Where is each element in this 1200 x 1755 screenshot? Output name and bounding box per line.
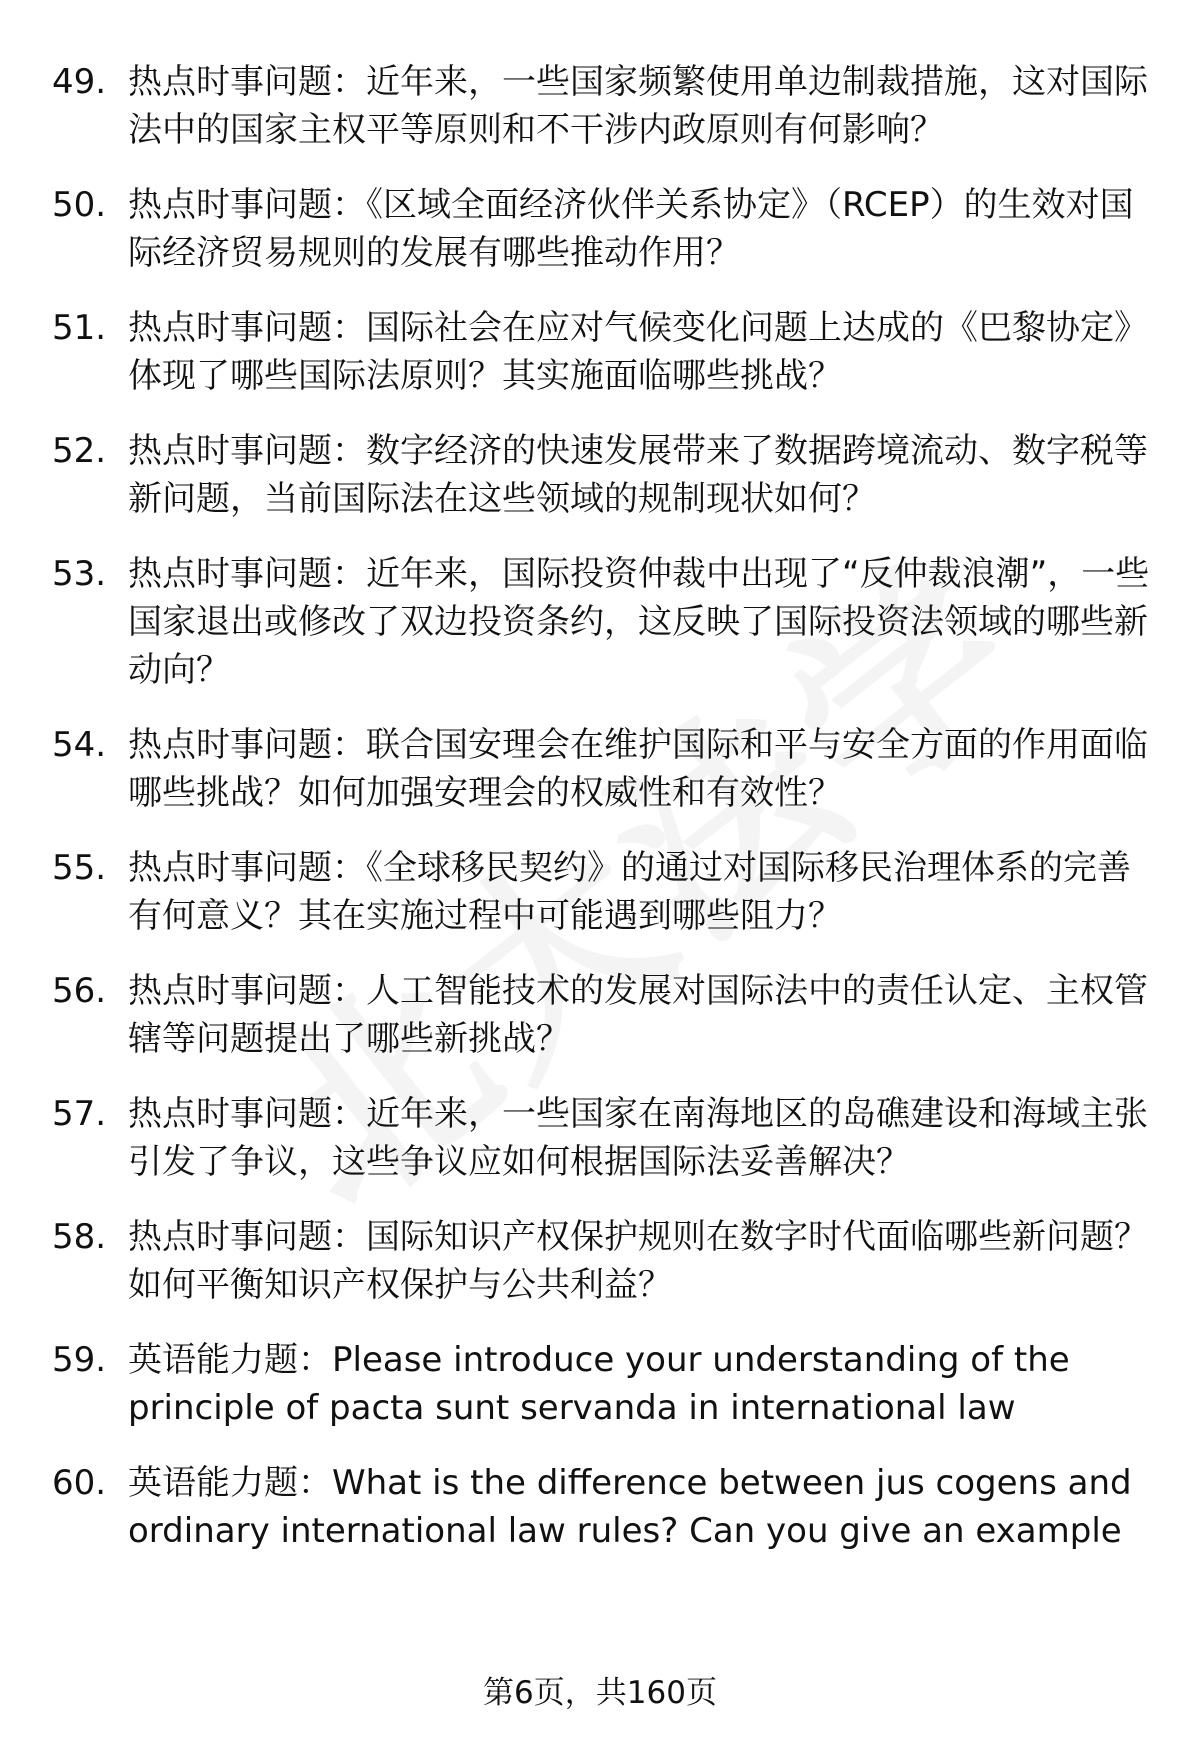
- question-item: [52, 304, 1162, 400]
- question-text: 英语能力题：Please introduce your understanding of the principle of pacta sunt servanda in international law: [128, 1340, 1070, 1428]
- question-number: 55.: [52, 848, 107, 888]
- question-number: 54.: [52, 725, 107, 765]
- question-item: [52, 1336, 1162, 1432]
- question-number: 52.: [52, 431, 107, 471]
- question-number: 59.: [52, 1340, 107, 1380]
- question-number: 49.: [52, 62, 107, 102]
- question-number: 58.: [52, 1217, 107, 1257]
- question-text: 英语能力题：What is the difference between jus cogens and ordinary international law rules? Can you give an example: [128, 1463, 1132, 1551]
- question-text: 热点时事问题：近年来，一些国家在南海地区的岛礁建设和海域主张引发了争议，这些争议应如何根据国际法妥善解决？: [128, 1094, 1148, 1182]
- question-number: 50.: [52, 185, 107, 225]
- question-item: [52, 721, 1162, 817]
- question-text: 热点时事问题：近年来，一些国家频繁使用单边制裁措施，这对国际法中的国家主权平等原则和不干涉内政原则有何影响？: [128, 62, 1148, 150]
- question-list: [52, 58, 1162, 1582]
- question-text: 热点时事问题：国际知识产权保护规则在数字时代面临哪些新问题？如何平衡知识产权保护与公共利益？: [128, 1217, 1148, 1305]
- question-text: 热点时事问题：国际社会在应对气候变化问题上达成的《巴黎协定》体现了哪些国际法原则？其实施面临哪些挑战？: [128, 308, 1148, 396]
- question-item: [52, 550, 1162, 694]
- question-number: 57.: [52, 1094, 107, 1134]
- question-text: 热点时事问题：数字经济的快速发展带来了数据跨境流动、数字税等新问题，当前国际法在这些领域的规制现状如何？: [128, 431, 1148, 519]
- question-item: [52, 58, 1162, 154]
- question-text: 热点时事问题：《全球移民契约》的通过对国际移民治理体系的完善有何意义？其在实施过程中可能遇到哪些阻力？: [128, 848, 1131, 936]
- page-footer: 第6页，共160页: [483, 1675, 717, 1711]
- question-text: 热点时事问题：近年来，国际投资仲裁中出现了“反仲裁浪潮”，一些国家退出或修改了双边投资条约，这反映了国际投资法领域的哪些新动向？: [128, 554, 1150, 690]
- question-text: 热点时事问题：《区域全面经济伙伴关系协定》（RCEP）的生效对国际经济贸易规则的发展有哪些推动作用？: [128, 185, 1134, 273]
- question-number: 53.: [52, 554, 107, 594]
- question-item: [52, 181, 1162, 277]
- question-item: [52, 1090, 1162, 1186]
- question-number: 51.: [52, 308, 107, 348]
- question-text: 热点时事问题：人工智能技术的发展对国际法中的责任认定、主权管辖等问题提出了哪些新挑战？: [128, 971, 1148, 1059]
- question-number: 56.: [52, 971, 107, 1011]
- question-item: [52, 1459, 1162, 1555]
- question-item: [52, 967, 1162, 1063]
- question-item: [52, 1213, 1162, 1309]
- question-text: 热点时事问题：联合国安理会在维护国际和平与安全方面的作用面临哪些挑战？如何加强安理会的权威性和有效性？: [128, 725, 1148, 813]
- question-item: [52, 844, 1162, 940]
- question-item: [52, 427, 1162, 523]
- question-number: 60.: [52, 1463, 107, 1503]
